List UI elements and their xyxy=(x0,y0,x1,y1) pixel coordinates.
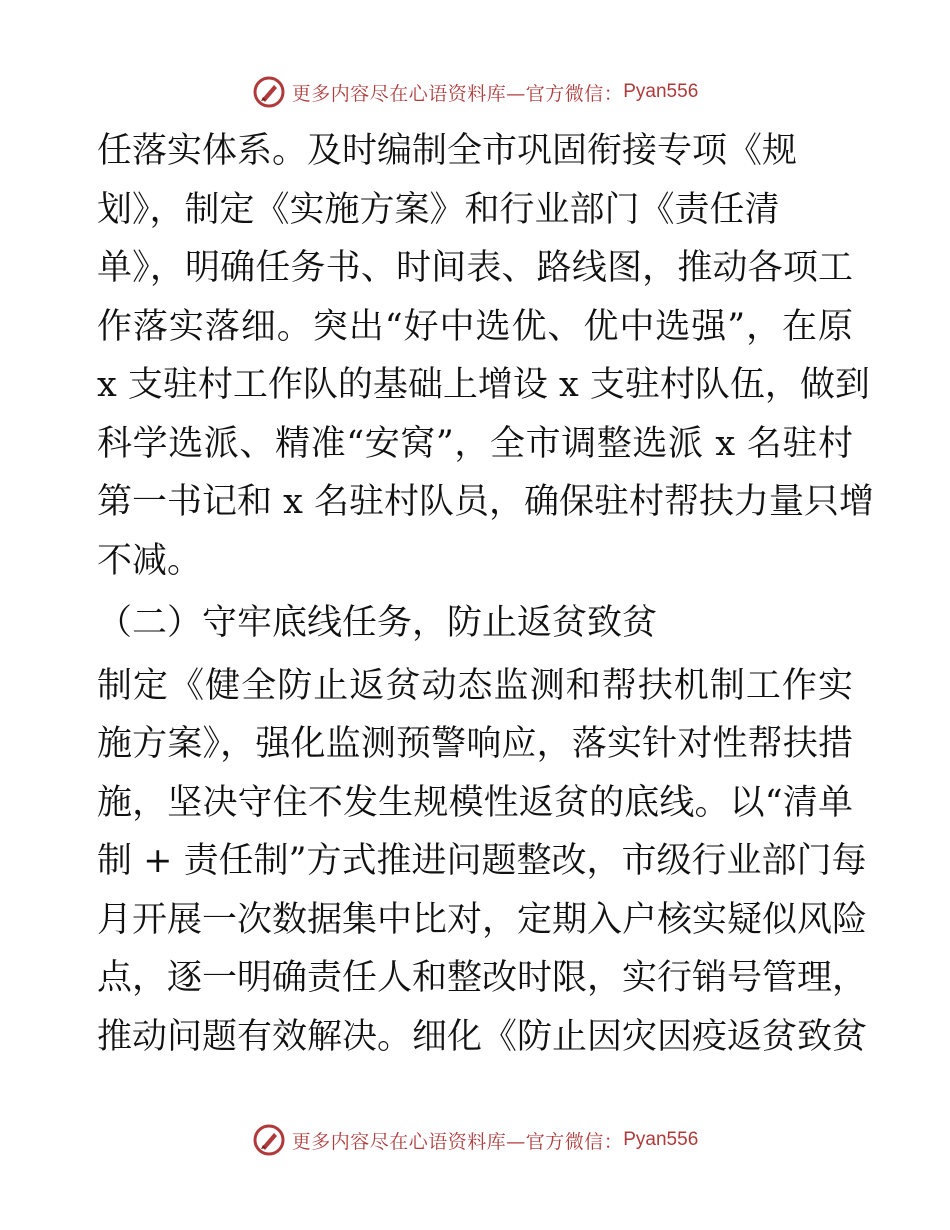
text-line: x 支驻村工作队的基础上增设 x 支驻村队伍，做到 xyxy=(97,365,870,405)
watermark-text: 更多内容尽在心语资料库—官方微信： xyxy=(291,82,624,105)
text-line: 点，逐一明确责任人和整改时限，实行销号管理， xyxy=(97,958,868,998)
red-circle-pen-logo-icon xyxy=(252,1123,286,1157)
text-line: 施，坚决守住不发生规模性返贫的底线。以“清单 xyxy=(97,782,853,823)
text-line: 作落实落细。突出“好中选优、优中选强”，在原 xyxy=(97,306,853,347)
text-line: 不减。 xyxy=(97,540,203,581)
watermark-text: 更多内容尽在心语资料库—官方微信： xyxy=(291,1130,624,1153)
document-body xyxy=(97,122,874,1066)
section-heading: （二）守牢底线任务，防止返贫致贫 xyxy=(97,603,658,643)
watermark-header xyxy=(0,72,950,112)
paragraph-2 xyxy=(97,657,868,1067)
text-line: 月开展一次数据集中比对，定期入户核实疑似风险 xyxy=(97,899,868,940)
watermark-wechat-id: Pyan556 xyxy=(623,81,699,102)
watermark-footer xyxy=(0,1120,950,1160)
red-circle-pen-logo-icon xyxy=(252,75,286,109)
text-line: 制 + 责任制”方式推进问题整改，市级行业部门每 xyxy=(97,841,867,881)
text-line: 划》，制定《实施方案》和行业部门《责任清 xyxy=(97,189,780,230)
text-line: 单》，明确任务书、时间表、路线图，推动各项工 xyxy=(97,248,853,288)
text-line: 任落实体系。及时编制全市巩固衔接专项《规 xyxy=(97,131,798,171)
text-line: 第一书记和 x 名驻村队员，确保驻村帮扶力量只增 xyxy=(97,482,874,522)
watermark-wechat-id: Pyan556 xyxy=(623,1129,699,1150)
text-line: 施方案》，强化监测预警响应，落实针对性帮扶措 xyxy=(97,724,853,764)
text-line: 科学选派、精准“安窝”，全市调整选派 x 名驻村 xyxy=(97,423,853,464)
text-line: 推动问题有效解决。细化《防止因灾因疫返贫致贫 xyxy=(97,1016,868,1057)
paragraph-1 xyxy=(97,122,874,590)
text-line: 制定《健全防止返贫动态监测和帮扶机制工作实 xyxy=(97,665,853,706)
